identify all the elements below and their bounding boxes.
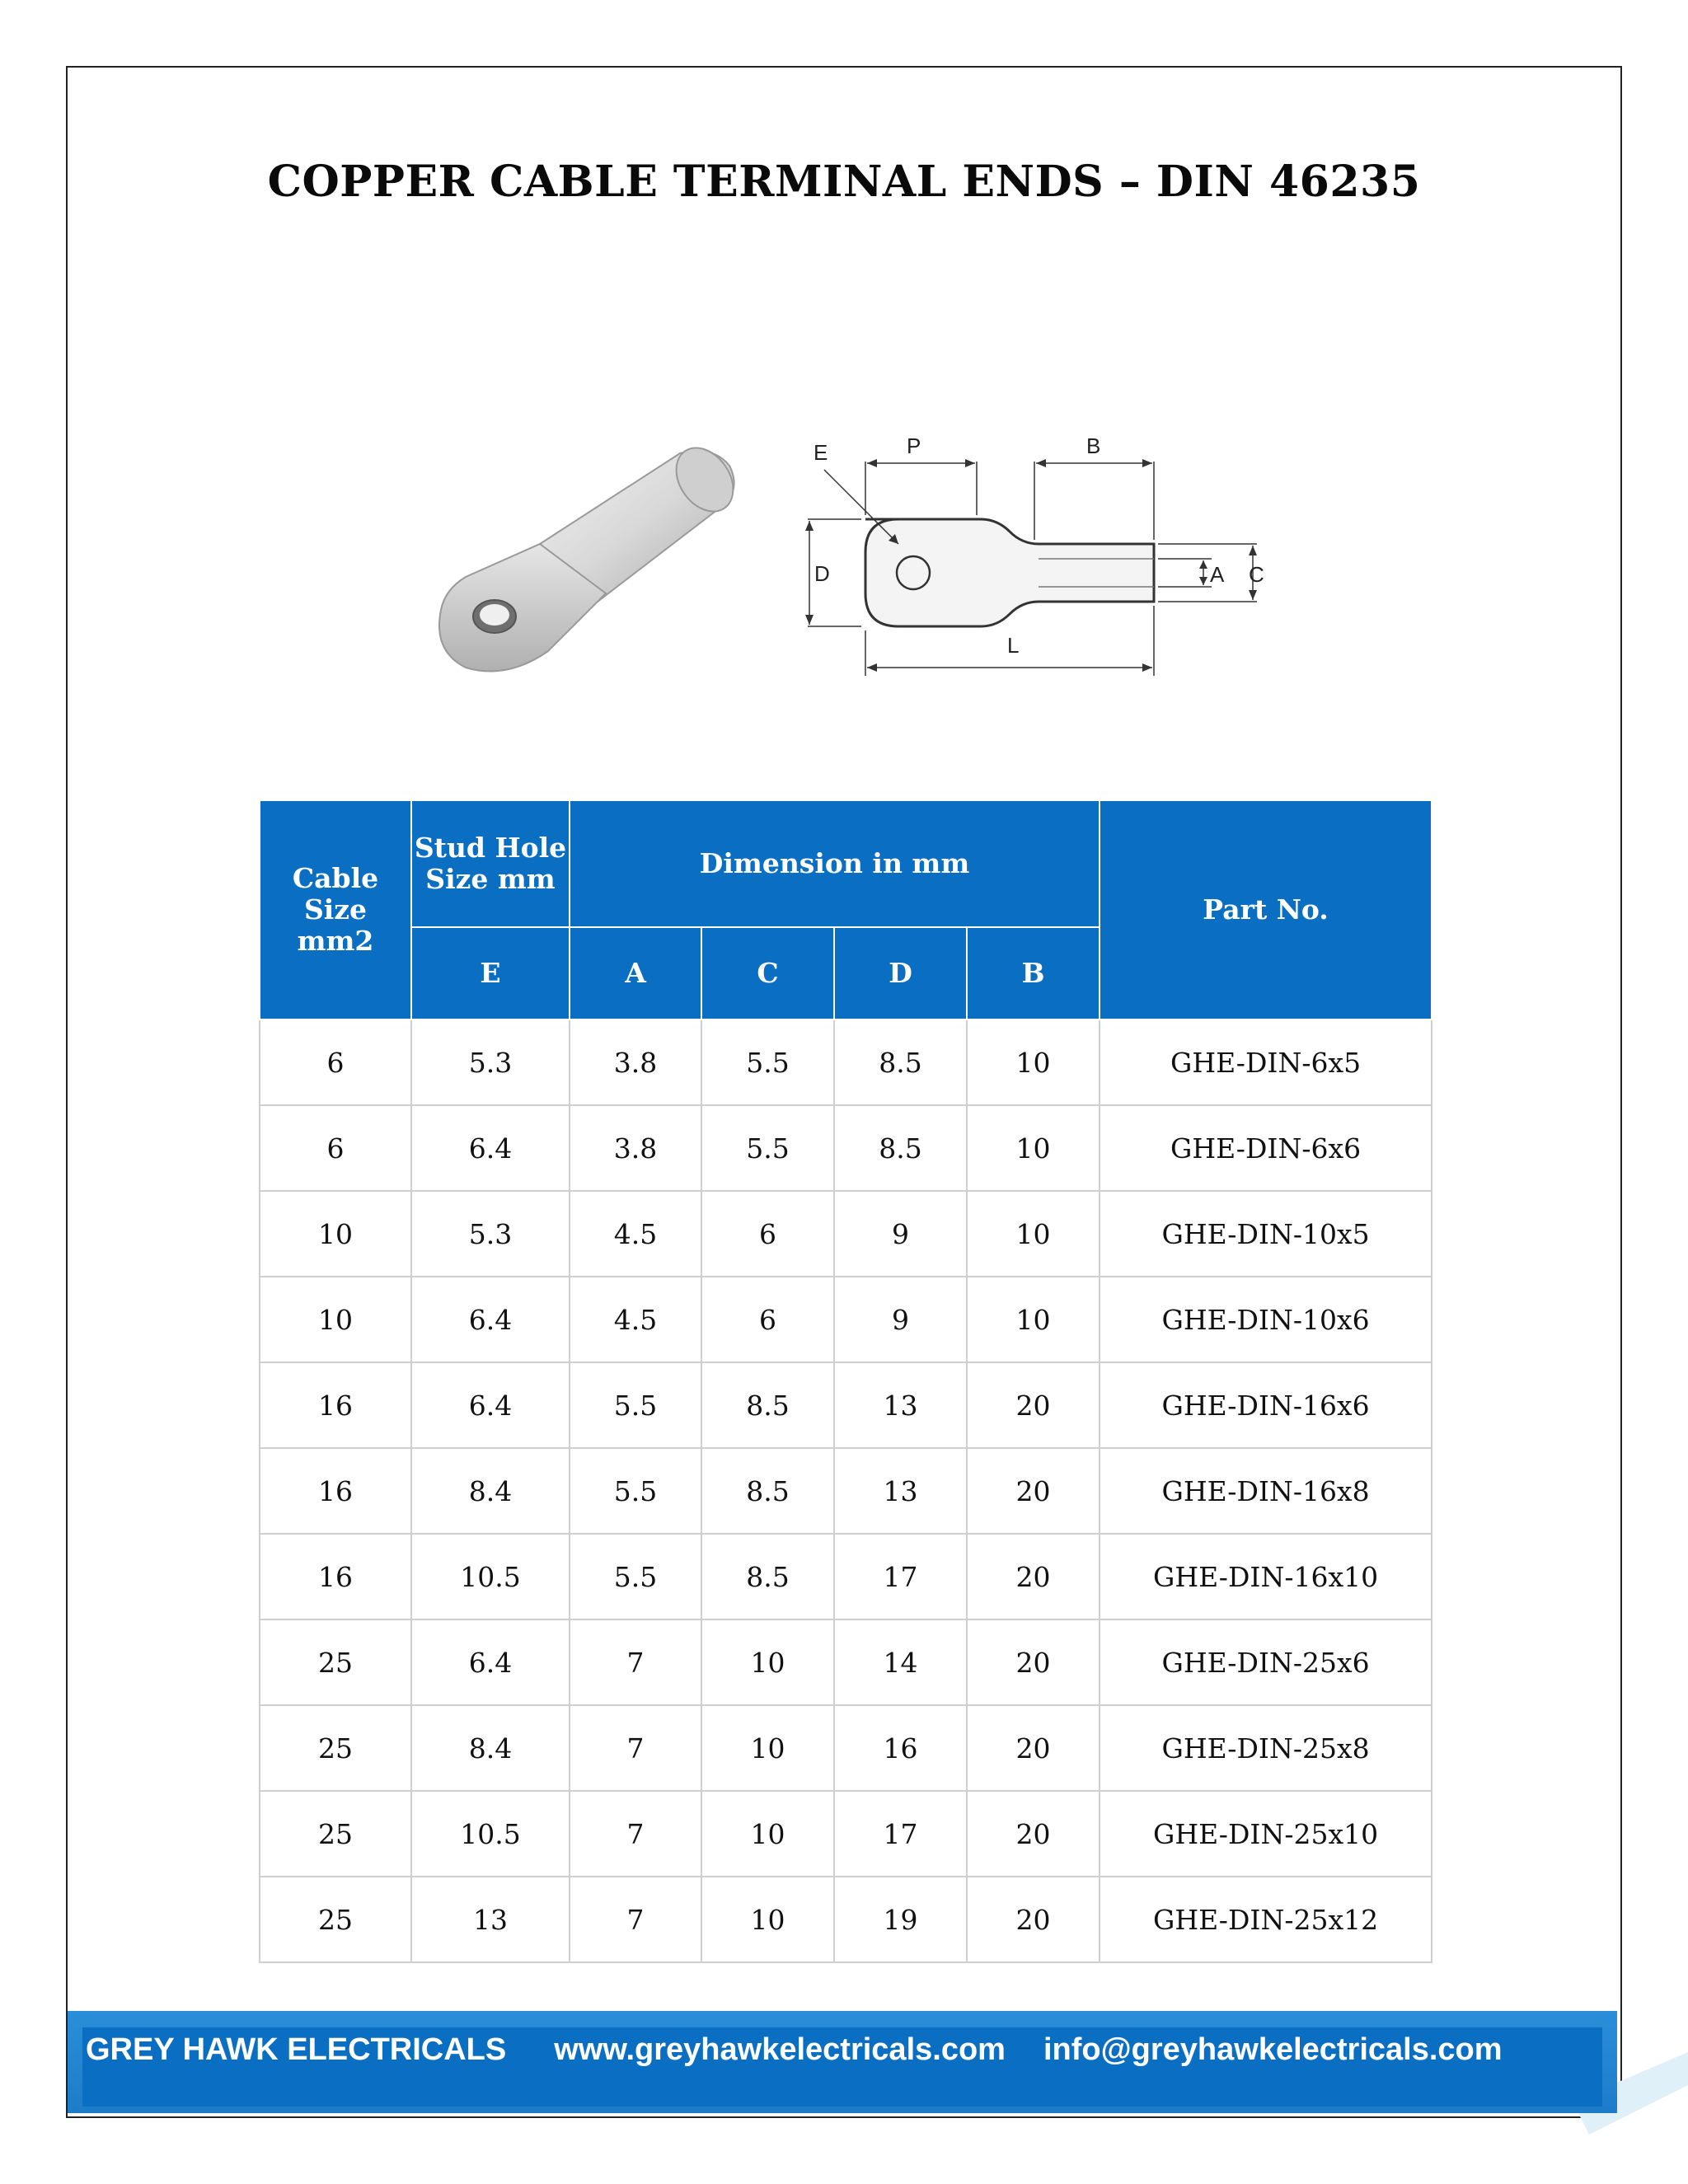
header-stud-hole: Stud Hole Size mm bbox=[411, 800, 570, 927]
cell-dim-d: 19 bbox=[834, 1877, 967, 1962]
cell-part-no: GHE-DIN-6x6 bbox=[1100, 1105, 1432, 1191]
cell-stud-hole-e: 10.5 bbox=[411, 1791, 570, 1877]
cell-dim-d: 9 bbox=[834, 1191, 967, 1277]
table-row bbox=[260, 1619, 1432, 1705]
cell-dim-a: 7 bbox=[570, 1705, 701, 1791]
cell-stud-hole-e: 5.3 bbox=[411, 1191, 570, 1277]
footer-website[interactable]: www.greyhawkelectricals.com bbox=[554, 2032, 1006, 2067]
header-cable-size: Cable Size mm2 bbox=[260, 800, 411, 1019]
cell-dim-b: 10 bbox=[967, 1277, 1100, 1362]
cell-dim-b: 10 bbox=[967, 1105, 1100, 1191]
cell-dim-c: 10 bbox=[701, 1619, 834, 1705]
header-col-e: E bbox=[411, 927, 570, 1019]
terminal-lug-photo bbox=[416, 429, 762, 701]
cell-dim-d: 17 bbox=[834, 1791, 967, 1877]
header-part-no: Part No. bbox=[1100, 800, 1432, 1019]
cell-stud-hole-e: 8.4 bbox=[411, 1448, 570, 1534]
document-title: COPPER CABLE TERMINAL ENDS – DIN 46235 bbox=[267, 157, 1421, 207]
header-col-a: A bbox=[570, 927, 701, 1019]
cell-dim-a: 3.8 bbox=[570, 1019, 701, 1105]
cell-cable-size: 6 bbox=[260, 1105, 411, 1191]
cell-dim-b: 20 bbox=[967, 1362, 1100, 1448]
cell-dim-a: 5.5 bbox=[570, 1448, 701, 1534]
cell-dim-c: 10 bbox=[701, 1877, 834, 1962]
table-row bbox=[260, 1105, 1432, 1191]
cell-stud-hole-e: 6.4 bbox=[411, 1619, 570, 1705]
cell-dim-c: 6 bbox=[701, 1191, 834, 1277]
cell-cable-size: 25 bbox=[260, 1877, 411, 1962]
header-col-b: B bbox=[967, 927, 1100, 1019]
cell-part-no: GHE-DIN-6x5 bbox=[1100, 1019, 1432, 1105]
table-row bbox=[260, 1534, 1432, 1619]
cell-dim-d: 14 bbox=[834, 1619, 967, 1705]
table-row bbox=[260, 1448, 1432, 1534]
cell-dim-d: 8.5 bbox=[834, 1019, 967, 1105]
cell-cable-size: 25 bbox=[260, 1791, 411, 1877]
cell-dim-a: 7 bbox=[570, 1619, 701, 1705]
cell-stud-hole-e: 6.4 bbox=[411, 1105, 570, 1191]
cell-dim-c: 5.5 bbox=[701, 1105, 834, 1191]
cell-dim-a: 5.5 bbox=[570, 1534, 701, 1619]
dimension-diagram bbox=[791, 429, 1286, 692]
cell-part-no: GHE-DIN-25x10 bbox=[1100, 1791, 1432, 1877]
diagram-label-c: C bbox=[1249, 562, 1264, 587]
cell-cable-size: 25 bbox=[260, 1619, 411, 1705]
footer-company: GREY HAWK ELECTRICALS bbox=[86, 2032, 507, 2067]
table-row bbox=[260, 1191, 1432, 1277]
cell-dim-a: 7 bbox=[570, 1877, 701, 1962]
cell-dim-b: 20 bbox=[967, 1791, 1100, 1877]
cell-dim-b: 20 bbox=[967, 1877, 1100, 1962]
cell-stud-hole-e: 8.4 bbox=[411, 1705, 570, 1791]
cell-cable-size: 6 bbox=[260, 1019, 411, 1105]
cell-dim-b: 10 bbox=[967, 1019, 1100, 1105]
diagram-label-e: E bbox=[814, 440, 828, 465]
table-row bbox=[260, 1877, 1432, 1962]
cell-dim-b: 20 bbox=[967, 1448, 1100, 1534]
header-col-d: D bbox=[834, 927, 967, 1019]
cell-stud-hole-e: 6.4 bbox=[411, 1362, 570, 1448]
cell-part-no: GHE-DIN-25x12 bbox=[1100, 1877, 1432, 1962]
cell-cable-size: 25 bbox=[260, 1705, 411, 1791]
diagram-label-l: L bbox=[1007, 633, 1020, 658]
cell-cable-size: 10 bbox=[260, 1191, 411, 1277]
spec-table bbox=[259, 799, 1432, 1963]
table-row bbox=[260, 1277, 1432, 1362]
footer-bar bbox=[68, 2011, 1617, 2113]
cell-dim-d: 9 bbox=[834, 1277, 967, 1362]
footer-email[interactable]: info@greyhawkelectricals.com bbox=[1043, 2032, 1503, 2067]
cell-part-no: GHE-DIN-25x6 bbox=[1100, 1619, 1432, 1705]
cell-part-no: GHE-DIN-16x10 bbox=[1100, 1534, 1432, 1619]
table-row bbox=[260, 1791, 1432, 1877]
header-dimension: Dimension in mm bbox=[570, 800, 1100, 927]
cell-part-no: GHE-DIN-25x8 bbox=[1100, 1705, 1432, 1791]
cell-dim-c: 6 bbox=[701, 1277, 834, 1362]
cell-dim-a: 4.5 bbox=[570, 1277, 701, 1362]
cell-dim-a: 3.8 bbox=[570, 1105, 701, 1191]
cell-stud-hole-e: 6.4 bbox=[411, 1277, 570, 1362]
cell-dim-d: 13 bbox=[834, 1362, 967, 1448]
cell-dim-c: 5.5 bbox=[701, 1019, 834, 1105]
cell-dim-a: 5.5 bbox=[570, 1362, 701, 1448]
cell-dim-a: 4.5 bbox=[570, 1191, 701, 1277]
cell-cable-size: 10 bbox=[260, 1277, 411, 1362]
cell-dim-d: 8.5 bbox=[834, 1105, 967, 1191]
cell-dim-c: 8.5 bbox=[701, 1534, 834, 1619]
cell-part-no: GHE-DIN-10x5 bbox=[1100, 1191, 1432, 1277]
cell-dim-a: 7 bbox=[570, 1791, 701, 1877]
diagram-label-d: D bbox=[814, 561, 830, 586]
cell-dim-b: 20 bbox=[967, 1705, 1100, 1791]
cell-dim-b: 10 bbox=[967, 1191, 1100, 1277]
cell-dim-b: 20 bbox=[967, 1619, 1100, 1705]
cell-stud-hole-e: 13 bbox=[411, 1877, 570, 1962]
cell-cable-size: 16 bbox=[260, 1362, 411, 1448]
cell-dim-c: 10 bbox=[701, 1705, 834, 1791]
table-row bbox=[260, 1705, 1432, 1791]
cell-dim-c: 8.5 bbox=[701, 1362, 834, 1448]
spec-table-body bbox=[260, 1019, 1432, 1962]
cell-part-no: GHE-DIN-10x6 bbox=[1100, 1277, 1432, 1362]
cell-dim-c: 10 bbox=[701, 1791, 834, 1877]
cell-dim-d: 17 bbox=[834, 1534, 967, 1619]
cell-stud-hole-e: 5.3 bbox=[411, 1019, 570, 1105]
diagram-label-p: P bbox=[907, 434, 921, 458]
cell-dim-c: 8.5 bbox=[701, 1448, 834, 1534]
cell-dim-d: 13 bbox=[834, 1448, 967, 1534]
diagram-label-a: A bbox=[1210, 562, 1225, 587]
cell-stud-hole-e: 10.5 bbox=[411, 1534, 570, 1619]
cell-part-no: GHE-DIN-16x8 bbox=[1100, 1448, 1432, 1534]
cell-cable-size: 16 bbox=[260, 1448, 411, 1534]
cell-dim-b: 20 bbox=[967, 1534, 1100, 1619]
diagram-label-b: B bbox=[1086, 434, 1101, 458]
table-row bbox=[260, 1362, 1432, 1448]
footer-inner bbox=[82, 2027, 1602, 2107]
cell-dim-d: 16 bbox=[834, 1705, 967, 1791]
cell-part-no: GHE-DIN-16x6 bbox=[1100, 1362, 1432, 1448]
cell-cable-size: 16 bbox=[260, 1534, 411, 1619]
table-row bbox=[260, 1019, 1432, 1105]
header-col-c: C bbox=[701, 927, 834, 1019]
